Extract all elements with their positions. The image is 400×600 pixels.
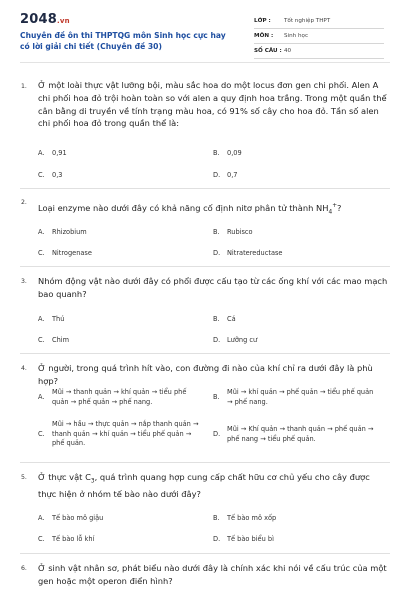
meta-value: Tốt nghiệp THPT [284, 18, 331, 24]
question-text: Nhóm động vật nào dưới đây có phổi được cấu tạo từ các ống khí với các mao mạch bao quanh? [38, 276, 388, 299]
option-text: Mũi → Khí quản → thanh quản → phế quản → phế nang → tiểu phế quản. [227, 425, 374, 443]
option-letter: B. [213, 393, 220, 401]
question-text: Ở một loài thực vật lưỡng bội, màu sắc hoa do một locus đơn gen chi phối. Alen A chi phối hoa đỏ trội hoàn toàn so với alen a quy định hoa trắng. Trong một quần thể cân bằng di truyền về tính trạng màu hoa, có 91% số cây cho hoa đỏ. Tần số alen chi phối hoa đỏ trong quần thể là: [38, 80, 387, 129]
option-text: 0,3 [52, 171, 63, 179]
option-a[interactable] [38, 228, 198, 238]
question-text-main: Loại enzyme nào dưới đây có khả năng cố định nitơ phân tử thành NH [38, 202, 329, 213]
option-c[interactable] [38, 171, 198, 181]
page-header [0, 0, 400, 62]
meta-row-class [254, 14, 384, 29]
question-text: Ở người, trong quá trình hít vào, con đường đi nào của khí chỉ ra dưới đây là phù hợp? [38, 363, 373, 386]
option-d[interactable] [213, 249, 383, 259]
meta-row-count [254, 44, 384, 59]
option-b[interactable] [213, 315, 383, 325]
option-text: Nitrogenase [52, 249, 92, 257]
question-text-main: Ở thực vật C [38, 472, 91, 482]
option-d[interactable] [213, 171, 383, 181]
option-a[interactable] [38, 388, 200, 407]
question-text [38, 471, 388, 501]
question-number: 3. [21, 278, 27, 285]
option-letter: B. [213, 149, 220, 157]
logo-main: 2048 [20, 12, 57, 27]
option-text: Lưỡng cư [227, 336, 258, 344]
meta-value: 40 [284, 48, 292, 54]
question-number: 5. [21, 474, 27, 481]
logo-suffix: .vn [56, 17, 70, 25]
option-text: Tế bào lỗ khí [52, 535, 95, 543]
option-a[interactable] [38, 149, 198, 159]
page-title: Chuyên đề ôn thi THPTQG môn Sinh học cực hay có lời giải chi tiết (Chuyên đề 30) [20, 31, 226, 51]
option-text: Tế bào biểu bì [227, 535, 274, 543]
option-text: Thú [52, 315, 65, 323]
option-text: 0,09 [227, 149, 242, 157]
option-d[interactable] [213, 425, 375, 444]
option-text: Cá [227, 315, 236, 323]
meta-value: Sinh học [284, 33, 309, 39]
subscript: 4 [328, 209, 333, 216]
option-text: 0,7 [227, 171, 238, 179]
question-number: 2. [21, 199, 27, 206]
option-letter: A. [38, 228, 45, 236]
option-b[interactable] [213, 149, 383, 159]
option-text: Nitratereductase [227, 249, 283, 257]
option-letter: B. [213, 514, 220, 522]
option-letter: C. [38, 336, 45, 344]
option-text: Tế bào mô giậu [52, 514, 104, 522]
option-text: Mũi → thanh quản → khí quản → tiểu phế quản → phế quản → phế nang. [52, 388, 187, 406]
option-text: Rubisco [227, 228, 253, 236]
meta-row-subject [254, 29, 384, 44]
question-number: 1. [21, 83, 27, 90]
option-letter: C. [38, 171, 45, 179]
question-divider [20, 353, 390, 354]
option-b[interactable] [213, 228, 383, 238]
question-number: 4. [21, 365, 27, 372]
header-divider [20, 62, 390, 63]
question-text: Ở sinh vật nhân sơ, phát biểu nào dưới đây là chính xác khi nói về cấu trúc của một gen hoặc một operon điển hình? [38, 563, 387, 586]
question-text-end: , quá trình quang hợp cung cấp chất hữu cơ chủ yếu cho cây được thực hiện ở nhóm tế bào nào dưới đây? [38, 472, 370, 500]
option-c[interactable] [38, 535, 198, 545]
option-letter: D. [213, 535, 221, 543]
option-letter: D. [213, 336, 221, 344]
option-letter: B. [213, 228, 220, 236]
superscript: + [332, 203, 338, 209]
meta-label: MÔN : [254, 33, 274, 39]
option-d[interactable] [213, 336, 383, 346]
option-b[interactable] [213, 388, 375, 407]
meta-label: LỚP : [254, 18, 271, 24]
option-letter: A. [38, 315, 45, 323]
option-letter: C. [38, 249, 45, 257]
meta-info [254, 14, 384, 59]
question-text [38, 200, 388, 219]
option-d[interactable] [213, 535, 383, 545]
question-text-end: ? [337, 202, 342, 213]
option-b[interactable] [213, 514, 383, 524]
option-letter: C. [38, 535, 45, 543]
subscript: 3 [90, 478, 95, 485]
option-letter: A. [38, 393, 45, 401]
option-a[interactable] [38, 315, 198, 325]
option-c[interactable] [38, 336, 198, 346]
option-c[interactable] [38, 420, 200, 449]
question-number: 6. [21, 565, 27, 572]
option-c[interactable] [38, 249, 198, 259]
question-divider [20, 462, 390, 463]
option-text: 0,91 [52, 149, 67, 157]
option-a[interactable] [38, 514, 198, 524]
question-divider [20, 266, 390, 267]
option-letter: A. [38, 149, 45, 157]
option-text: Chim [52, 336, 70, 344]
option-letter: D. [213, 430, 221, 438]
site-logo[interactable] [20, 12, 70, 27]
option-text: Mũi → hầu → thực quản → nắp thanh quản → thanh quản → khí quản → tiểu phế quản → phế quản. [52, 420, 199, 447]
question-divider [20, 188, 390, 189]
meta-label: SỐ CÂU : [254, 48, 282, 54]
option-letter: D. [213, 171, 221, 179]
option-text: Tế bào mô xốp [227, 514, 277, 522]
option-letter: C. [38, 430, 45, 438]
option-letter: A. [38, 514, 45, 522]
option-letter: B. [213, 315, 220, 323]
option-text: Mũi → khí quản → phế quản → tiểu phế quản → phế nang. [227, 388, 374, 406]
option-letter: D. [213, 249, 221, 257]
question-divider [20, 553, 390, 554]
option-text: Rhizobium [52, 228, 87, 236]
